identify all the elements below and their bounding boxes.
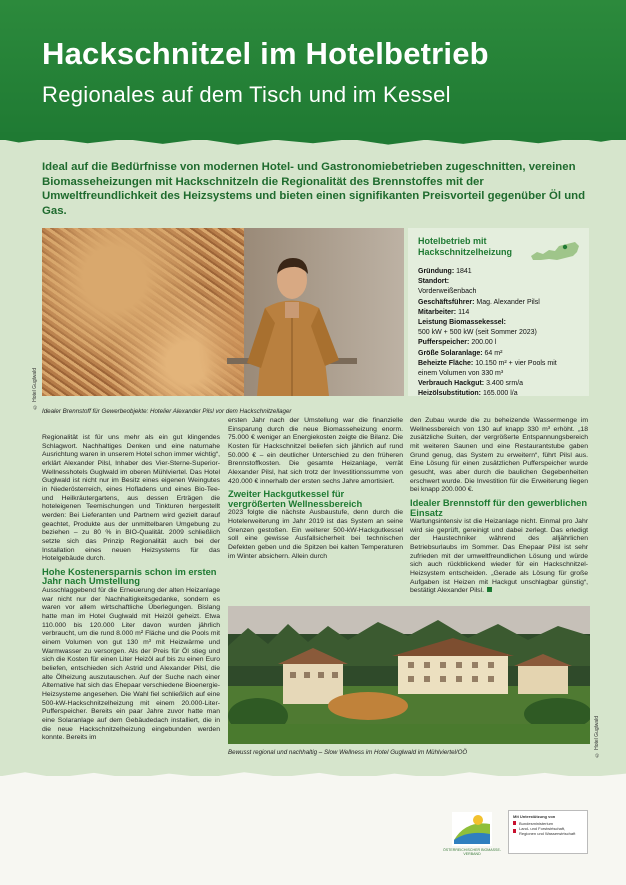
fact-value: 64 m² <box>484 349 503 357</box>
col1-paragraph-2: Ausschlaggebend für die Erneuerung der alten Heizanlage war nicht nur der Nachhaltigkeitsgedanke, sondern es waren vor allem wirtschaftliche Überlegungen. Bislang hatte man im Hotel Guglwald mit Heizöl geheizt. Etwa 110.000 bis 120.000 Liter davon wurden jährlich verbraucht, um die rund 8.000 m² Fläche und die Pools mit einem Volumen von gut 130 m³ mit Heizwärme und Warmwasser zu versorgen. Als der Preis für Öl stieg und sich die Kosten für einen Liter Heizöl auf bis zu einen Euro beliefen, entschieden sich Astrid und Alexander Pilsl, die alte Ölheizung auszutauschen. Auf der Suche nach einer Alternative hat sich das Ehepaar verschiedene Bioenergie-Heizsysteme angesehen. Die Wahl fiel schließlich auf eine 500-kW-Hackschnitzelheizung mit einem 20.000-Liter-Pufferspeicher. Bereits ein paar Jahre zuvor hatte man eine Solaranlage auf dem Gebäudedach installiert, die in die neue Hackschnitzelheizung eingebunden werden konnte. Bereits im <box>42 587 220 742</box>
fact-row <box>418 359 579 369</box>
col3-heading: Idealer Brennstoff für den gewerblichen Einsatz <box>410 496 588 518</box>
photo2-caption: Bewusst regional und nachhaltig – Slow Wellness im Hotel Guglwald im Mühlviertel/OÖ <box>228 749 468 756</box>
column-1 <box>42 434 220 743</box>
ministry-name-line: Regionen und Wasserwirtschaft <box>519 831 576 836</box>
ministry-name-line: Land- und Forstwirtschaft, <box>519 826 566 831</box>
fact-row <box>418 369 579 379</box>
hotel-landscape <box>228 606 590 744</box>
hotelier-figure <box>227 238 357 396</box>
fact-row <box>418 389 579 399</box>
fact-value: 165.000 l/a <box>482 390 518 398</box>
fact-label: Pufferspeicher: <box>418 339 470 347</box>
col3-paragraph-2 <box>410 518 588 596</box>
fact-value: Vorderweißenbach <box>418 288 477 296</box>
fact-row <box>418 318 579 328</box>
fact-value: 10.150 m² + vier Pools mit <box>475 359 557 367</box>
col3-paragraph-1: den Zubau wurde die zu beheizende Wassermenge im Wellnessbereich von 130 auf knapp 330 m³ erhöht. „18 zusätzliche Suiten, der vergrößerte Entspannungsbereich mit weiteren Saunen und eine Restaurantstube gaben Grund genug, das System zu erweitern“, führt Pilsl aus. Eine Lösung für einen zusätzlichen Pufferspeicher wurde gesucht, was aber durch die baulichen Gegebenheiten erschwert wurde. Die Investition für die Erweiterung liegen bei knapp 200.000 €. <box>410 417 588 494</box>
fact-value: 500 kW + 500 kW (seit Sommer 2023) <box>418 329 537 337</box>
fact-row <box>418 379 579 389</box>
column-2 <box>228 417 403 561</box>
column-3 <box>410 417 588 596</box>
fact-value: 1841 <box>456 268 472 275</box>
fact-label: Verbrauch Hackgut: <box>418 380 485 388</box>
col1-heading: Hohe Kostenersparnis schon im ersten Jahr nach Umstellung <box>42 565 217 587</box>
header-torn-edge <box>0 132 626 146</box>
fact-value: 3.400 srm/a <box>486 380 524 388</box>
fact-row <box>418 277 579 287</box>
fact-row <box>418 298 579 308</box>
fact-row <box>418 308 579 318</box>
fact-label: Heizölsubstitution: <box>418 390 481 398</box>
fact-value: einem Volumen von 330 m³ <box>418 370 504 378</box>
fact-label: Geschäftsführer: <box>418 298 475 306</box>
austria-flag-icon <box>513 821 516 833</box>
col1-paragraph-1: Regionalität ist für uns mehr als ein gut klingendes Schlagwort. Nachhaltiges Denken und eine naturnahe Ausrichtung waren in unserem Hotel schon immer wichtig“, erklärt Alexander Pilsl, Inhaber des Vier-Sterne-Superior-Wellnesshotels Guglwald im oberen Mühlviertel. Das Hotel Guglwald ist nicht nur im Besitz eines eigenen Weingutes in Niederösterreich, eines Hofladens und eines Bio-Tee- und Heilkräutergartens, aus dessen Erträgen die hoteleigenen Teemischungen und Tinkturen hergestellt werden: Bei Lieferanten und Partnern wird gezielt darauf geachtet, Produkte aus der unmittelbaren Umgebung zu beziehen – zu 80 % in BIO-Qualität. 2009 schließlich setzte sich das Prinzip Regionalität auch bei der Installation eines neuen Heizsystems für das Hotelgebäude durch. <box>42 434 220 563</box>
fact-label: Größe Solaranlage: <box>418 349 483 357</box>
col2-heading: Zweiter Hackgutkessel für vergrößerten Wellnessbereich <box>228 488 363 509</box>
fact-value: Mag. Alexander Pilsl <box>476 298 540 306</box>
fact-label: Mitarbeiter: <box>418 308 457 316</box>
page-subtitle: Regionales auf dem Tisch und im Kessel <box>42 82 451 107</box>
col2-paragraph-2: 2023 folgte die nächste Ausbaustufe, denn durch die Hotelerweiterung im Jahr 2019 ist das System an seine Grenzen gestoßen. Ein weiterer 500-kW-Hackgutkessel soll eine gewisse Ausfallsicherheit bei technischen Defekten geben und die Spitzen bei kalten Temperaturen im Winter absichern. Allein durch <box>228 509 403 560</box>
fact-row <box>418 338 579 348</box>
fact-list <box>418 267 579 400</box>
lead-paragraph: Ideal auf die Bedürfnisse von modernen Hotel- und Gastronomiebetrieben zugeschnitten, vereinen Biomasseheizungen mit Hackschnitzeln die Regionalität des Brennstoffes mit der Umweltfreundlichkeit des Heizsystems und bieten einen signifikanten Preisvorteil gegenüber Öl und Gas. <box>42 161 586 217</box>
ministry-logo <box>508 810 588 854</box>
page-title: Hackschnitzel im Hotelbetrieb <box>42 36 489 71</box>
fact-box-title: Hotelbetrieb mit Hackschnitzelheizung <box>418 236 513 257</box>
biomasse-verband-logo <box>448 810 496 850</box>
fact-row <box>418 287 579 297</box>
col2-paragraph-1: ersten Jahr nach der Umstellung war die finanzielle Einsparung durch die neue Biomasseheizung enorm. 75.000 € weniger an Energiekosten zeigte die Bilanz. Die Kosten für Hackschnitzel beliefen sich jährlich auf rund 50.000 € – ein deutlicher Unterschied zu den früheren Brennstoffkosten. Die gesamte Heizanlage, verrät Alexander Pilsl, hat sich trotz der Investitionssumme von 420.000 € innerhalb der ersten sechs Jahre amortisiert. <box>228 417 403 485</box>
photo-hotel <box>228 606 590 744</box>
photo2-credit: © Hotel Guglwald <box>594 716 600 758</box>
col3-paragraph-2-text: Wartungsintensiv ist die Heizanlage nicht. Einmal pro Jahr wird sie geprüft, gereinigt und dabei zerlegt. Das erledigt der Haustechniker während des alljährlichen Betriebsurlaubs im Sommer. Das Ehepaar Pilsl ist sehr zufrieden mit der umweltfreundlichen Lösung und würde sich auch rückblickend wieder für ein Hackschnitzel-Heizsystem entscheiden. „Gerade als Lösung für große Aufgaben ist Heizen mit Hackgut unschlagbar günstig“, bestätigt Alexander Pilsl. <box>410 518 588 595</box>
fact-value: 114 <box>458 308 470 316</box>
fact-row <box>418 267 579 277</box>
fact-row <box>418 349 579 359</box>
biomasse-verband-logo-text: ÖSTERREICHISCHER BIOMASSE-VERBAND <box>442 848 502 856</box>
end-mark-icon <box>487 587 492 592</box>
photo1-credit: © Hotel Guglwald <box>32 368 38 410</box>
austria-map-icon <box>529 236 581 266</box>
fact-label: Gründung: <box>418 268 455 275</box>
fact-box <box>408 228 589 396</box>
photo1-caption: Idealer Brennstoff für Gewerbeobjekte: Hotelier Alexander Pilsl vor dem Hackschnitzellager <box>42 408 292 415</box>
ministry-name-line: Bundesministerium <box>519 821 554 826</box>
fact-label: Leistung Biomassekessel: <box>418 319 506 327</box>
ministry-logo-body <box>513 821 583 836</box>
fact-label: Standort: <box>418 278 450 286</box>
ministry-logo-heading: Mit Unterstützung von <box>513 814 556 819</box>
fact-label: Beheizte Fläche: <box>418 359 474 367</box>
header-banner <box>0 0 626 140</box>
ministry-name <box>519 821 575 836</box>
photo-hotelier <box>42 228 404 396</box>
fact-value: 200.00 l <box>471 339 497 347</box>
fact-row <box>418 328 579 338</box>
